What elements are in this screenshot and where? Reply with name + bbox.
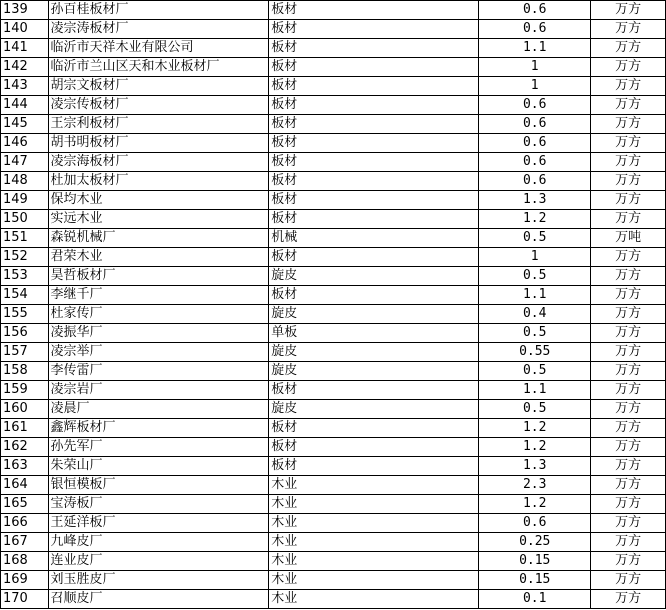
capacity-value-cell[interactable]: 0.6: [479, 172, 591, 191]
capacity-value-cell[interactable]: 1.2: [479, 495, 591, 514]
product-type-cell[interactable]: 板材: [269, 1, 479, 20]
company-name-cell[interactable]: 凌宗传板材厂: [48, 96, 269, 115]
table-row: [1, 552, 666, 571]
row-number-cell[interactable]: 157: [1, 343, 49, 362]
unit-cell[interactable]: 万方: [591, 324, 666, 343]
product-type-cell[interactable]: 板材: [269, 20, 479, 39]
capacity-value-cell[interactable]: 0.6: [479, 115, 591, 134]
unit-cell[interactable]: 万方: [591, 457, 666, 476]
company-name-cell[interactable]: 凌宗海板材厂: [48, 153, 269, 172]
product-type-cell[interactable]: 旋皮: [269, 343, 479, 362]
company-name-cell[interactable]: 朱荣山厂: [48, 457, 269, 476]
product-type-cell[interactable]: 木业: [269, 476, 479, 495]
product-type-cell[interactable]: 板材: [269, 248, 479, 267]
table-row: [1, 457, 666, 476]
unit-cell[interactable]: 万方: [591, 58, 666, 77]
unit-cell[interactable]: 万方: [591, 362, 666, 381]
unit-cell[interactable]: 万方: [591, 248, 666, 267]
capacity-value-cell[interactable]: 1: [479, 77, 591, 96]
company-name-cell[interactable]: 李传雷厂: [48, 362, 269, 381]
table-row: [1, 77, 666, 96]
unit-cell[interactable]: 万方: [591, 438, 666, 457]
table-row: [1, 343, 666, 362]
company-name-cell[interactable]: 王延洋板厂: [48, 514, 269, 533]
product-type-cell[interactable]: 板材: [269, 77, 479, 96]
product-type-cell[interactable]: 板材: [269, 210, 479, 229]
table-row: [1, 96, 666, 115]
capacity-value-cell[interactable]: 1: [479, 248, 591, 267]
capacity-value-cell[interactable]: 1.2: [479, 438, 591, 457]
row-number-cell[interactable]: 162: [1, 438, 49, 457]
capacity-value-cell[interactable]: 0.1: [479, 590, 591, 609]
table-row: [1, 58, 666, 77]
capacity-value-cell[interactable]: 0.6: [479, 20, 591, 39]
product-type-cell[interactable]: 旋皮: [269, 362, 479, 381]
unit-cell[interactable]: 万方: [591, 533, 666, 552]
capacity-value-cell[interactable]: 0.6: [479, 1, 591, 20]
table-body: [1, 1, 666, 609]
unit-cell[interactable]: 万方: [591, 210, 666, 229]
capacity-value-cell[interactable]: 0.5: [479, 324, 591, 343]
company-name-cell[interactable]: 昊哲板材厂: [48, 267, 269, 286]
row-number-cell[interactable]: 144: [1, 96, 49, 115]
row-number-cell[interactable]: 152: [1, 248, 49, 267]
capacity-value-cell[interactable]: 1.2: [479, 419, 591, 438]
table-row: [1, 286, 666, 305]
row-number-cell[interactable]: 159: [1, 381, 49, 400]
product-type-cell[interactable]: 板材: [269, 172, 479, 191]
table-row: [1, 362, 666, 381]
row-number-cell[interactable]: 161: [1, 419, 49, 438]
product-type-cell[interactable]: 旋皮: [269, 400, 479, 419]
row-number-cell[interactable]: 167: [1, 533, 49, 552]
unit-cell[interactable]: 万方: [591, 191, 666, 210]
unit-cell[interactable]: 万方: [591, 77, 666, 96]
row-number-cell[interactable]: 140: [1, 20, 49, 39]
table-row: [1, 1, 666, 20]
company-name-cell[interactable]: 凌宗岩厂: [48, 381, 269, 400]
unit-cell[interactable]: 万方: [591, 590, 666, 609]
unit-cell[interactable]: 万吨: [591, 229, 666, 248]
company-name-cell[interactable]: 森锐机械厂: [48, 229, 269, 248]
row-number-cell[interactable]: 160: [1, 400, 49, 419]
row-number-cell[interactable]: 141: [1, 39, 49, 58]
capacity-value-cell[interactable]: 0.5: [479, 267, 591, 286]
unit-cell[interactable]: 万方: [591, 134, 666, 153]
capacity-value-cell[interactable]: 0.15: [479, 571, 591, 590]
table-row: [1, 39, 666, 58]
unit-cell[interactable]: 万方: [591, 267, 666, 286]
product-type-cell[interactable]: 板材: [269, 39, 479, 58]
table-row: [1, 419, 666, 438]
company-name-cell[interactable]: 凌振华厂: [48, 324, 269, 343]
row-number-cell[interactable]: 145: [1, 115, 49, 134]
product-type-cell[interactable]: 木业: [269, 514, 479, 533]
company-name-cell[interactable]: 杜加太板材厂: [48, 172, 269, 191]
capacity-value-cell[interactable]: 0.6: [479, 96, 591, 115]
product-type-cell[interactable]: 板材: [269, 381, 479, 400]
table-row: [1, 153, 666, 172]
capacity-value-cell[interactable]: 0.5: [479, 400, 591, 419]
product-type-cell[interactable]: 板材: [269, 153, 479, 172]
capacity-value-cell[interactable]: 1.2: [479, 210, 591, 229]
table-row: [1, 514, 666, 533]
product-type-cell[interactable]: 板材: [269, 96, 479, 115]
table-row: [1, 115, 666, 134]
product-type-cell[interactable]: 板材: [269, 457, 479, 476]
table-row: [1, 533, 666, 552]
capacity-value-cell[interactable]: 0.25: [479, 533, 591, 552]
capacity-value-cell[interactable]: 0.6: [479, 514, 591, 533]
company-name-cell[interactable]: 保均木业: [48, 191, 269, 210]
capacity-value-cell[interactable]: 0.15: [479, 552, 591, 571]
company-name-cell[interactable]: 胡宗文板材厂: [48, 77, 269, 96]
row-number-cell[interactable]: 163: [1, 457, 49, 476]
capacity-value-cell[interactable]: 1.3: [479, 457, 591, 476]
table-row: [1, 305, 666, 324]
company-name-cell[interactable]: 凌宗涛板材厂: [48, 20, 269, 39]
capacity-value-cell[interactable]: 0.5: [479, 362, 591, 381]
table-row: [1, 590, 666, 609]
row-number-cell[interactable]: 142: [1, 58, 49, 77]
row-number-cell[interactable]: 166: [1, 514, 49, 533]
product-type-cell[interactable]: 板材: [269, 419, 479, 438]
capacity-value-cell[interactable]: 0.6: [479, 134, 591, 153]
unit-cell[interactable]: 万方: [591, 571, 666, 590]
company-name-cell[interactable]: 凌晨厂: [48, 400, 269, 419]
row-number-cell[interactable]: 165: [1, 495, 49, 514]
unit-cell[interactable]: 万方: [591, 96, 666, 115]
company-name-cell[interactable]: 杜家传厂: [48, 305, 269, 324]
unit-cell[interactable]: 万方: [591, 476, 666, 495]
unit-cell[interactable]: 万方: [591, 343, 666, 362]
product-type-cell[interactable]: 木业: [269, 571, 479, 590]
company-name-cell[interactable]: 孙先军厂: [48, 438, 269, 457]
row-number-cell[interactable]: 143: [1, 77, 49, 96]
company-name-cell[interactable]: 李继千厂: [48, 286, 269, 305]
company-name-cell[interactable]: 宝涛板厂: [48, 495, 269, 514]
company-name-cell[interactable]: 银恒模板厂: [48, 476, 269, 495]
row-number-cell[interactable]: 156: [1, 324, 49, 343]
row-number-cell[interactable]: 146: [1, 134, 49, 153]
company-name-cell[interactable]: 孙百桂板材厂: [48, 1, 269, 20]
company-name-cell[interactable]: 实远木业: [48, 210, 269, 229]
company-name-cell[interactable]: 九峰皮厂: [48, 533, 269, 552]
unit-cell[interactable]: 万方: [591, 153, 666, 172]
row-number-cell[interactable]: 164: [1, 476, 49, 495]
table-row: [1, 20, 666, 39]
unit-cell[interactable]: 万方: [591, 305, 666, 324]
unit-cell[interactable]: 万方: [591, 495, 666, 514]
company-name-cell[interactable]: 胡书明板材厂: [48, 134, 269, 153]
table-row: [1, 381, 666, 400]
row-number-cell[interactable]: 149: [1, 191, 49, 210]
table-row: [1, 229, 666, 248]
row-number-cell[interactable]: 170: [1, 590, 49, 609]
unit-cell[interactable]: 万方: [591, 172, 666, 191]
company-name-cell[interactable]: 临沂市天祥木业有限公司: [48, 39, 269, 58]
table-row: [1, 191, 666, 210]
unit-cell[interactable]: 万方: [591, 1, 666, 20]
company-name-cell[interactable]: 王宗利板材厂: [48, 115, 269, 134]
table-row: [1, 248, 666, 267]
unit-cell[interactable]: 万方: [591, 115, 666, 134]
table-row: [1, 438, 666, 457]
table-row: [1, 267, 666, 286]
product-type-cell[interactable]: 板材: [269, 115, 479, 134]
table-row: [1, 571, 666, 590]
table-row: [1, 495, 666, 514]
table-row: [1, 476, 666, 495]
product-type-cell[interactable]: 板材: [269, 191, 479, 210]
product-type-cell[interactable]: 旋皮: [269, 305, 479, 324]
unit-cell[interactable]: 万方: [591, 552, 666, 571]
product-type-cell[interactable]: 机械: [269, 229, 479, 248]
row-number-cell[interactable]: 153: [1, 267, 49, 286]
row-number-cell[interactable]: 154: [1, 286, 49, 305]
product-type-cell[interactable]: 板材: [269, 438, 479, 457]
company-name-cell[interactable]: 连业皮厂: [48, 552, 269, 571]
product-type-cell[interactable]: 板材: [269, 134, 479, 153]
unit-cell[interactable]: 万方: [591, 419, 666, 438]
company-name-cell[interactable]: 召顺皮厂: [48, 590, 269, 609]
product-type-cell[interactable]: 旋皮: [269, 267, 479, 286]
capacity-value-cell[interactable]: 0.55: [479, 343, 591, 362]
unit-cell[interactable]: 万方: [591, 514, 666, 533]
row-number-cell[interactable]: 150: [1, 210, 49, 229]
row-number-cell[interactable]: 158: [1, 362, 49, 381]
row-number-cell[interactable]: 147: [1, 153, 49, 172]
capacity-value-cell[interactable]: 1.3: [479, 191, 591, 210]
unit-cell[interactable]: 万方: [591, 286, 666, 305]
table-row: [1, 210, 666, 229]
row-number-cell[interactable]: 148: [1, 172, 49, 191]
unit-cell[interactable]: 万方: [591, 20, 666, 39]
unit-cell[interactable]: 万方: [591, 39, 666, 58]
product-type-cell[interactable]: 单板: [269, 324, 479, 343]
product-type-cell[interactable]: 木业: [269, 552, 479, 571]
table-row: [1, 400, 666, 419]
table-row: [1, 172, 666, 191]
company-name-cell[interactable]: 刘玉胜皮厂: [48, 571, 269, 590]
capacity-value-cell[interactable]: 0.6: [479, 153, 591, 172]
capacity-value-cell[interactable]: 0.5: [479, 229, 591, 248]
row-number-cell[interactable]: 155: [1, 305, 49, 324]
capacity-value-cell[interactable]: 1: [479, 58, 591, 77]
capacity-value-cell[interactable]: 1.1: [479, 39, 591, 58]
product-type-cell[interactable]: 板材: [269, 286, 479, 305]
product-type-cell[interactable]: 板材: [269, 58, 479, 77]
unit-cell[interactable]: 万方: [591, 400, 666, 419]
company-name-cell[interactable]: 临沂市兰山区天和木业板材厂: [48, 58, 269, 77]
company-name-cell[interactable]: 凌宗举厂: [48, 343, 269, 362]
company-name-cell[interactable]: 鑫辉板材厂: [48, 419, 269, 438]
capacity-value-cell[interactable]: 0.4: [479, 305, 591, 324]
capacity-value-cell[interactable]: 1.1: [479, 286, 591, 305]
product-type-cell[interactable]: 木业: [269, 533, 479, 552]
product-type-cell[interactable]: 木业: [269, 495, 479, 514]
row-number-cell[interactable]: 168: [1, 552, 49, 571]
table-row: [1, 324, 666, 343]
product-type-cell[interactable]: 木业: [269, 590, 479, 609]
row-number-cell[interactable]: 169: [1, 571, 49, 590]
row-number-cell[interactable]: 139: [1, 1, 49, 20]
capacity-value-cell[interactable]: 2.3: [479, 476, 591, 495]
capacity-value-cell[interactable]: 1.1: [479, 381, 591, 400]
company-name-cell[interactable]: 君荣木业: [48, 248, 269, 267]
table-row: [1, 134, 666, 153]
row-number-cell[interactable]: 151: [1, 229, 49, 248]
unit-cell[interactable]: 万方: [591, 381, 666, 400]
